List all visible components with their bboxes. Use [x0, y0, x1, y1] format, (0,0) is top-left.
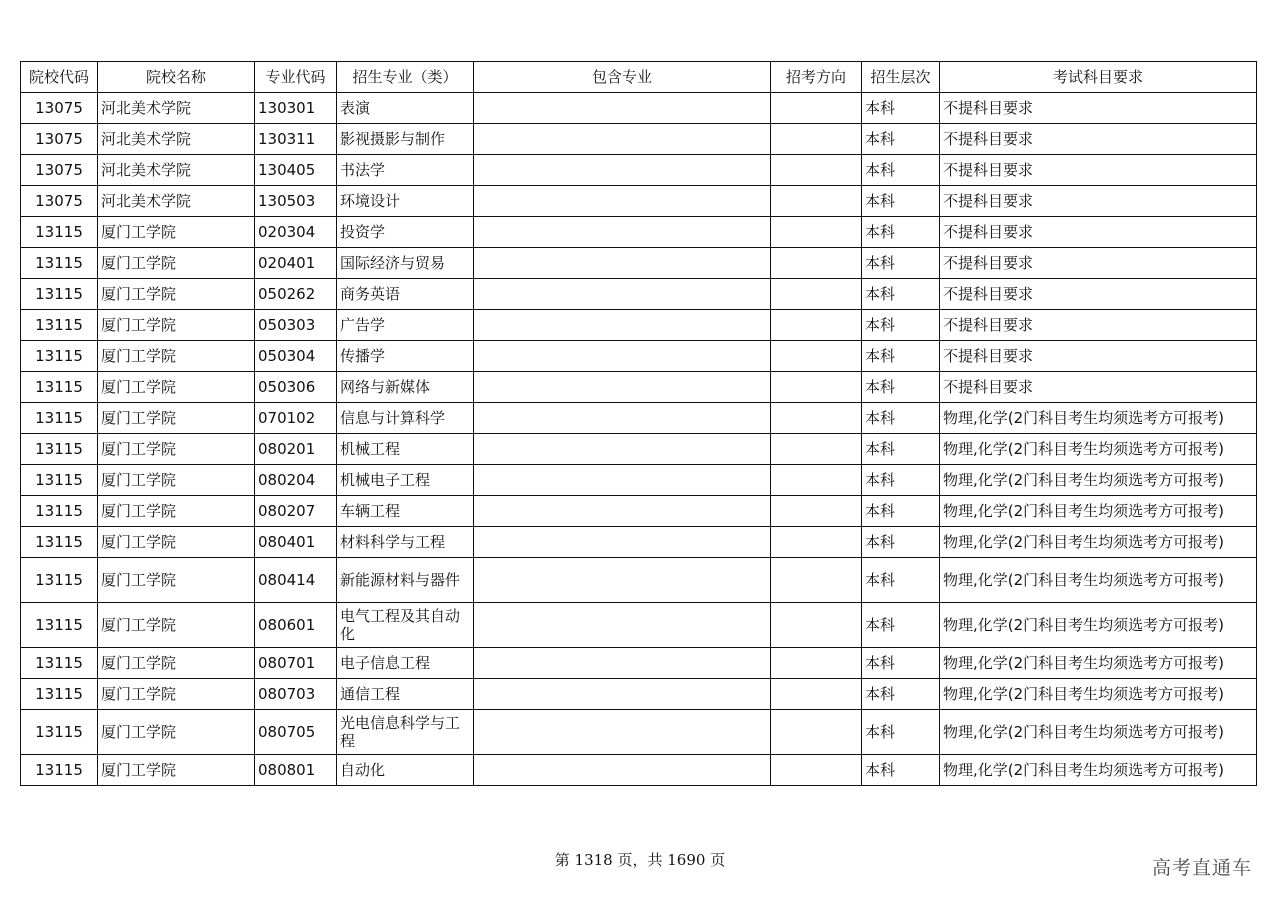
table-row — [21, 679, 1257, 710]
table-row — [21, 248, 1257, 279]
direction-cell — [771, 124, 862, 155]
included-majors-cell — [474, 558, 771, 603]
school-name-cell: 厦门工学院 — [98, 558, 255, 603]
major-cell: 书法学 — [337, 155, 474, 186]
school-name-cell: 厦门工学院 — [98, 310, 255, 341]
direction-cell — [771, 403, 862, 434]
major-cell: 商务英语 — [337, 279, 474, 310]
table-row — [21, 310, 1257, 341]
major-cell: 通信工程 — [337, 679, 474, 710]
subject-requirement-cell: 不提科目要求 — [940, 186, 1257, 217]
school-code-cell: 13115 — [21, 465, 98, 496]
school-name-cell: 厦门工学院 — [98, 710, 255, 755]
school-code-cell: 13075 — [21, 186, 98, 217]
header-direction: 招考方向 — [771, 62, 862, 93]
school-name-cell: 河北美术学院 — [98, 155, 255, 186]
included-majors-cell — [474, 93, 771, 124]
table-row — [21, 603, 1257, 648]
major-code-cell: 050303 — [255, 310, 337, 341]
major-code-cell: 080207 — [255, 496, 337, 527]
level-cell: 本科 — [862, 558, 940, 603]
included-majors-cell — [474, 434, 771, 465]
school-code-cell: 13115 — [21, 217, 98, 248]
major-code-cell: 050262 — [255, 279, 337, 310]
included-majors-cell — [474, 217, 771, 248]
school-name-cell: 厦门工学院 — [98, 217, 255, 248]
major-cell: 新能源材料与器件 — [337, 558, 474, 603]
level-cell: 本科 — [862, 648, 940, 679]
header-school-name: 院校名称 — [98, 62, 255, 93]
school-code-cell: 13075 — [21, 155, 98, 186]
major-cell: 光电信息科学与工程 — [337, 710, 474, 755]
level-cell: 本科 — [862, 755, 940, 786]
direction-cell — [771, 279, 862, 310]
direction-cell — [771, 434, 862, 465]
school-code-cell: 13115 — [21, 755, 98, 786]
school-code-cell: 13115 — [21, 434, 98, 465]
direction-cell — [771, 603, 862, 648]
major-cell: 传播学 — [337, 341, 474, 372]
major-cell: 环境设计 — [337, 186, 474, 217]
major-cell: 材料科学与工程 — [337, 527, 474, 558]
major-code-cell: 080701 — [255, 648, 337, 679]
school-code-cell: 13115 — [21, 648, 98, 679]
included-majors-cell — [474, 155, 771, 186]
subject-requirement-cell: 不提科目要求 — [940, 248, 1257, 279]
major-code-cell: 130503 — [255, 186, 337, 217]
major-code-cell: 080601 — [255, 603, 337, 648]
direction-cell — [771, 679, 862, 710]
subject-requirement-cell: 物理,化学(2门科目考生均须选考方可报考) — [940, 558, 1257, 603]
included-majors-cell — [474, 755, 771, 786]
major-code-cell: 080705 — [255, 710, 337, 755]
school-code-cell: 13075 — [21, 124, 98, 155]
school-code-cell: 13075 — [21, 93, 98, 124]
major-code-cell: 070102 — [255, 403, 337, 434]
table-row — [21, 217, 1257, 248]
included-majors-cell — [474, 248, 771, 279]
subject-requirement-cell: 不提科目要求 — [940, 124, 1257, 155]
direction-cell — [771, 558, 862, 603]
major-cell: 国际经济与贸易 — [337, 248, 474, 279]
subject-requirement-cell: 物理,化学(2门科目考生均须选考方可报考) — [940, 465, 1257, 496]
major-code-cell: 130405 — [255, 155, 337, 186]
school-code-cell: 13115 — [21, 679, 98, 710]
subject-requirement-cell: 不提科目要求 — [940, 341, 1257, 372]
level-cell: 本科 — [862, 310, 940, 341]
level-cell: 本科 — [862, 248, 940, 279]
included-majors-cell — [474, 603, 771, 648]
major-code-cell: 020401 — [255, 248, 337, 279]
table-row — [21, 755, 1257, 786]
major-cell: 机械工程 — [337, 434, 474, 465]
table-row — [21, 648, 1257, 679]
table-body — [21, 93, 1257, 786]
level-cell: 本科 — [862, 279, 940, 310]
school-name-cell: 厦门工学院 — [98, 465, 255, 496]
subject-requirement-cell: 不提科目要求 — [940, 217, 1257, 248]
included-majors-cell — [474, 341, 771, 372]
subject-requirement-cell: 物理,化学(2门科目考生均须选考方可报考) — [940, 710, 1257, 755]
direction-cell — [771, 217, 862, 248]
school-code-cell: 13115 — [21, 403, 98, 434]
major-cell: 车辆工程 — [337, 496, 474, 527]
included-majors-cell — [474, 186, 771, 217]
subject-requirement-cell: 物理,化学(2门科目考生均须选考方可报考) — [940, 679, 1257, 710]
major-code-cell: 130301 — [255, 93, 337, 124]
level-cell: 本科 — [862, 341, 940, 372]
major-cell: 表演 — [337, 93, 474, 124]
major-code-cell: 080401 — [255, 527, 337, 558]
school-code-cell: 13115 — [21, 372, 98, 403]
direction-cell — [771, 755, 862, 786]
level-cell: 本科 — [862, 403, 940, 434]
table-row — [21, 279, 1257, 310]
school-name-cell: 厦门工学院 — [98, 603, 255, 648]
direction-cell — [771, 372, 862, 403]
direction-cell — [771, 465, 862, 496]
major-code-cell: 080201 — [255, 434, 337, 465]
subject-requirement-cell: 不提科目要求 — [940, 310, 1257, 341]
school-name-cell: 厦门工学院 — [98, 679, 255, 710]
direction-cell — [771, 527, 862, 558]
direction-cell — [771, 710, 862, 755]
direction-cell — [771, 496, 862, 527]
subject-requirement-cell: 物理,化学(2门科目考生均须选考方可报考) — [940, 527, 1257, 558]
direction-cell — [771, 341, 862, 372]
school-name-cell: 河北美术学院 — [98, 186, 255, 217]
subject-requirement-cell: 物理,化学(2门科目考生均须选考方可报考) — [940, 755, 1257, 786]
subject-requirement-cell: 物理,化学(2门科目考生均须选考方可报考) — [940, 496, 1257, 527]
subject-requirement-cell: 不提科目要求 — [940, 372, 1257, 403]
subject-requirement-cell: 物理,化学(2门科目考生均须选考方可报考) — [940, 434, 1257, 465]
level-cell: 本科 — [862, 434, 940, 465]
watermark-logo-text: 高考直通车 — [1151, 857, 1252, 879]
school-code-cell: 13115 — [21, 710, 98, 755]
table-row — [21, 372, 1257, 403]
direction-cell — [771, 155, 862, 186]
school-name-cell: 厦门工学院 — [98, 372, 255, 403]
direction-cell — [771, 248, 862, 279]
school-name-cell: 厦门工学院 — [98, 403, 255, 434]
table-row — [21, 465, 1257, 496]
included-majors-cell — [474, 679, 771, 710]
included-majors-cell — [474, 124, 771, 155]
table-row — [21, 496, 1257, 527]
major-code-cell: 020304 — [255, 217, 337, 248]
school-code-cell: 13115 — [21, 310, 98, 341]
direction-cell — [771, 310, 862, 341]
subject-requirement-cell: 不提科目要求 — [940, 155, 1257, 186]
major-cell: 自动化 — [337, 755, 474, 786]
header-included-majors: 包含专业 — [474, 62, 771, 93]
school-code-cell: 13115 — [21, 496, 98, 527]
major-cell: 网络与新媒体 — [337, 372, 474, 403]
included-majors-cell — [474, 710, 771, 755]
major-cell: 影视摄影与制作 — [337, 124, 474, 155]
school-name-cell: 厦门工学院 — [98, 279, 255, 310]
header-school-code: 院校代码 — [21, 62, 98, 93]
school-name-cell: 河北美术学院 — [98, 124, 255, 155]
major-code-cell: 130311 — [255, 124, 337, 155]
level-cell: 本科 — [862, 217, 940, 248]
direction-cell — [771, 93, 862, 124]
level-cell: 本科 — [862, 186, 940, 217]
table-row — [21, 124, 1257, 155]
level-cell: 本科 — [862, 93, 940, 124]
school-name-cell: 厦门工学院 — [98, 755, 255, 786]
school-code-cell: 13115 — [21, 603, 98, 648]
level-cell: 本科 — [862, 710, 940, 755]
major-cell: 电气工程及其自动化 — [337, 603, 474, 648]
table-row — [21, 155, 1257, 186]
subject-requirement-cell: 物理,化学(2门科目考生均须选考方可报考) — [940, 648, 1257, 679]
level-cell: 本科 — [862, 527, 940, 558]
table-row — [21, 434, 1257, 465]
header-major-code: 专业代码 — [255, 62, 337, 93]
included-majors-cell — [474, 648, 771, 679]
level-cell: 本科 — [862, 372, 940, 403]
major-cell: 电子信息工程 — [337, 648, 474, 679]
school-name-cell: 厦门工学院 — [98, 648, 255, 679]
subject-requirement-cell: 不提科目要求 — [940, 93, 1257, 124]
school-name-cell: 厦门工学院 — [98, 434, 255, 465]
table-row — [21, 186, 1257, 217]
included-majors-cell — [474, 465, 771, 496]
major-code-cell: 080204 — [255, 465, 337, 496]
table-row — [21, 527, 1257, 558]
school-code-cell: 13115 — [21, 558, 98, 603]
school-name-cell: 厦门工学院 — [98, 248, 255, 279]
school-code-cell: 13115 — [21, 279, 98, 310]
included-majors-cell — [474, 527, 771, 558]
major-cell: 信息与计算科学 — [337, 403, 474, 434]
major-code-cell: 050304 — [255, 341, 337, 372]
major-cell: 投资学 — [337, 217, 474, 248]
major-code-cell: 080414 — [255, 558, 337, 603]
page-number: 第 1318 页，共 1690 页 — [554, 851, 726, 869]
level-cell: 本科 — [862, 465, 940, 496]
major-cell: 机械电子工程 — [337, 465, 474, 496]
level-cell: 本科 — [862, 603, 940, 648]
table-row — [21, 710, 1257, 755]
header-major: 招生专业（类） — [337, 62, 474, 93]
direction-cell — [771, 186, 862, 217]
table-header-row — [21, 62, 1257, 93]
major-code-cell: 080703 — [255, 679, 337, 710]
major-code-cell: 080801 — [255, 755, 337, 786]
level-cell: 本科 — [862, 496, 940, 527]
level-cell: 本科 — [862, 155, 940, 186]
subject-requirement-cell: 物理,化学(2门科目考生均须选考方可报考) — [940, 403, 1257, 434]
table-row — [21, 403, 1257, 434]
school-name-cell: 河北美术学院 — [98, 93, 255, 124]
header-level: 招生层次 — [862, 62, 940, 93]
subject-requirement-cell: 不提科目要求 — [940, 279, 1257, 310]
header-subject-requirement: 考试科目要求 — [940, 62, 1257, 93]
level-cell: 本科 — [862, 679, 940, 710]
included-majors-cell — [474, 372, 771, 403]
school-code-cell: 13115 — [21, 527, 98, 558]
level-cell: 本科 — [862, 124, 940, 155]
table-row — [21, 93, 1257, 124]
table-row — [21, 341, 1257, 372]
included-majors-cell — [474, 279, 771, 310]
school-code-cell: 13115 — [21, 248, 98, 279]
included-majors-cell — [474, 496, 771, 527]
school-name-cell: 厦门工学院 — [98, 527, 255, 558]
school-name-cell: 厦门工学院 — [98, 341, 255, 372]
table-row — [21, 558, 1257, 603]
major-code-cell: 050306 — [255, 372, 337, 403]
school-name-cell: 厦门工学院 — [98, 496, 255, 527]
subject-requirement-cell: 物理,化学(2门科目考生均须选考方可报考) — [940, 603, 1257, 648]
direction-cell — [771, 648, 862, 679]
school-code-cell: 13115 — [21, 341, 98, 372]
admissions-table — [20, 61, 1257, 786]
major-cell: 广告学 — [337, 310, 474, 341]
included-majors-cell — [474, 403, 771, 434]
included-majors-cell — [474, 310, 771, 341]
